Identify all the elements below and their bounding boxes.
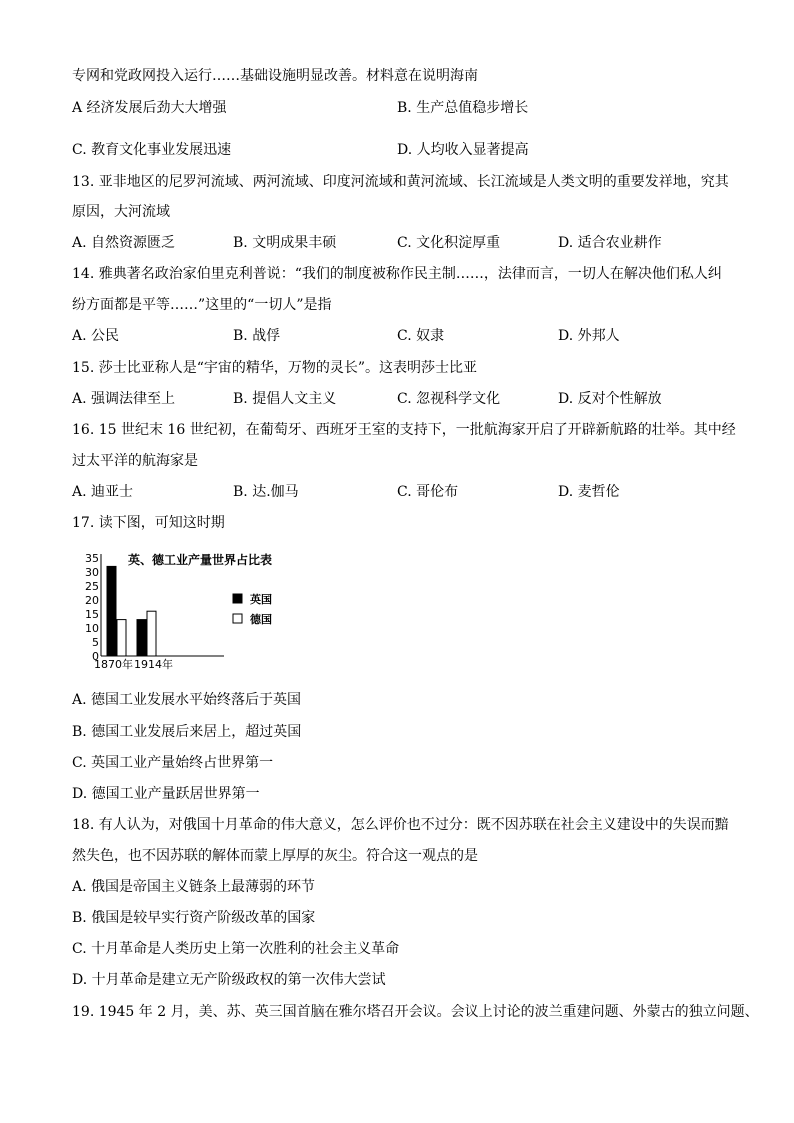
q16-option-d[interactable]: D. 麦哲伦 <box>558 484 620 500</box>
q12-option-d[interactable]: D. 人均收入显著提高 <box>397 142 529 158</box>
y-tick-label: 30 <box>85 566 99 579</box>
q13-option-b[interactable]: B. 文明成果丰硕 <box>233 235 337 251</box>
q15-option-a[interactable]: A. 强调法律至上 <box>72 391 176 407</box>
q18-option-c[interactable]: C. 十月革命是人类历史上第一次胜利的社会主义革命 <box>72 941 400 957</box>
q14-stem-line2: 纷方面都是平等……”这里的“一切人”是指 <box>72 297 332 313</box>
chart-title: 英、德工业产量世界占比表 <box>128 553 273 567</box>
legend-swatch-德国 <box>233 614 242 623</box>
q16-stem-line2: 过太平洋的航海家是 <box>72 453 198 469</box>
q17-option-d[interactable]: D. 德国工业产量跃居世界第一 <box>72 786 260 802</box>
y-tick-label: 25 <box>85 580 99 593</box>
bar-德国-1914年 <box>147 611 156 656</box>
q18-stem-line1: 18. 有人认为，对俄国十月革命的伟大意义，怎么评价也不过分：既不因苏联在社会主义建设中的失误而黯 <box>72 817 729 833</box>
q12-stem: 专网和党政网投入运行……基础设施明显改善。材料意在说明海南 <box>72 68 478 84</box>
y-tick-label: 35 <box>85 552 99 565</box>
q16-stem-line1: 16. 15 世纪末 16 世纪初，在葡萄牙、西班牙王室的支持下，一批航海家开启了开辟新航路的壮举。其中经 <box>72 422 736 438</box>
q17-option-b[interactable]: B. 德国工业发展后来居上，超过英国 <box>72 724 302 740</box>
q14-option-c[interactable]: C. 奴隶 <box>397 328 445 344</box>
legend-label: 德国 <box>250 613 272 626</box>
q15-option-c[interactable]: C. 忽视科学文化 <box>397 391 501 407</box>
q17-stem: 17. 读下图，可知这时期 <box>72 515 225 531</box>
industry-share-chart <box>84 548 324 672</box>
q12-option-b[interactable]: B. 生产总值稳步增长 <box>397 100 529 116</box>
y-tick-label: 0 <box>92 650 99 663</box>
q14-stem-line1: 14. 雅典著名政治家伯里克利普说：“我们的制度被称作民主制……，法律而言，一切人在解决他们私人纠 <box>72 266 722 282</box>
legend-label: 英国 <box>250 593 272 606</box>
q16-option-a[interactable]: A. 迪亚士 <box>72 484 134 500</box>
y-tick-label: 5 <box>92 636 99 649</box>
y-tick-label: 10 <box>85 622 99 635</box>
q14-option-b[interactable]: B. 战俘 <box>233 328 281 344</box>
bar-英国-1870年 <box>107 566 116 656</box>
q12-option-a[interactable]: A 经济发展后劲大大增强 <box>72 100 227 116</box>
q14-option-a[interactable]: A. 公民 <box>72 328 120 344</box>
q15-option-d[interactable]: D. 反对个性解放 <box>558 391 662 407</box>
y-tick-label: 20 <box>85 594 99 607</box>
q16-option-c[interactable]: C. 哥伦布 <box>397 484 459 500</box>
q18-option-d[interactable]: D. 十月革命是建立无产阶级政权的第一次伟大尝试 <box>72 972 386 988</box>
q16-option-b[interactable]: B. 达.伽马 <box>233 484 299 500</box>
q12-option-c[interactable]: C. 教育文化事业发展迅速 <box>72 142 232 158</box>
q17-option-c[interactable]: C. 英国工业产量始终占世界第一 <box>72 755 274 771</box>
q18-option-b[interactable]: B. 俄国是较早实行资产阶级改革的国家 <box>72 910 316 926</box>
q13-option-d[interactable]: D. 适合农业耕作 <box>558 235 662 251</box>
q17-option-a[interactable]: A. 德国工业发展水平始终落后于英国 <box>72 692 302 708</box>
q13-option-c[interactable]: C. 文化积淀厚重 <box>397 235 501 251</box>
q13-option-a[interactable]: A. 自然资源匮乏 <box>72 235 176 251</box>
y-tick-label: 15 <box>85 608 99 621</box>
q18-option-a[interactable]: A. 俄国是帝国主义链条上最薄弱的环节 <box>72 879 316 895</box>
q18-stem-line2: 然失色，也不因苏联的解体而蒙上厚厚的灰尘。符合这一观点的是 <box>72 848 478 864</box>
q15-option-b[interactable]: B. 提倡人文主义 <box>233 391 337 407</box>
q13-stem-line2: 原因，大河流域 <box>72 204 170 220</box>
x-tick-label: 1870年 <box>94 658 133 671</box>
legend-swatch-英国 <box>233 594 242 603</box>
q13-stem-line1: 13. 亚非地区的尼罗河流域、两河流域、印度河流域和黄河流域、长江流域是人类文明的重要发祥地，究其 <box>72 174 729 190</box>
q15-stem: 15. 莎士比亚称人是“宇宙的精华，万物的灵长”。这表明莎士比亚 <box>72 360 478 376</box>
q14-option-d[interactable]: D. 外邦人 <box>558 328 620 344</box>
q19-stem: 19. 1945 年 2 月，美、苏、英三国首脑在雅尔塔召开会议。会议上讨论的波兰重建问题、外蒙古的独立问题、 <box>72 1004 759 1020</box>
x-tick-label: 1914年 <box>134 658 173 671</box>
bar-英国-1914年 <box>137 620 146 656</box>
bar-德国-1870年 <box>117 620 126 656</box>
